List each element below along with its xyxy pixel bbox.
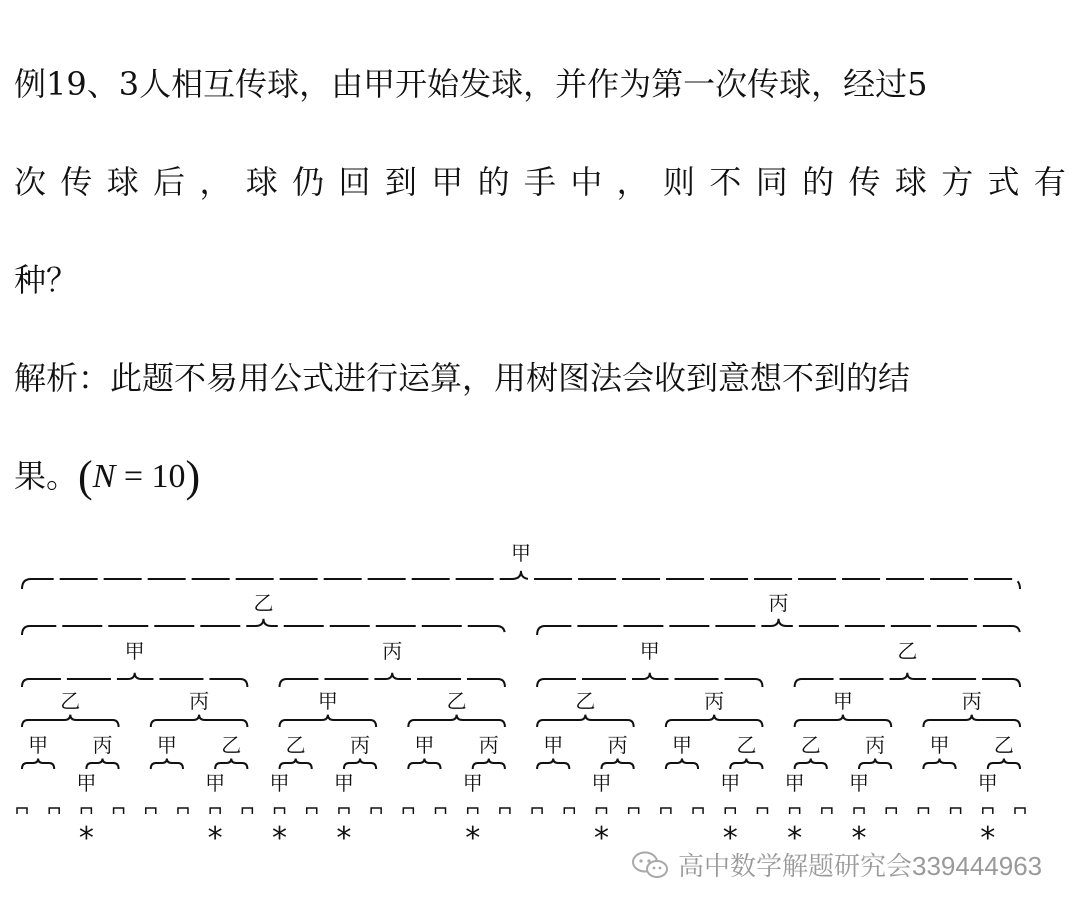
wechat-icon (630, 850, 670, 880)
brace-level-4 (22, 759, 54, 770)
problem-line-2-char: 手 (523, 163, 556, 201)
tree-node-label: 甲 (124, 639, 145, 663)
tree-node-label: 丙 (704, 689, 725, 713)
brace-level-2 (537, 673, 762, 687)
leaf-tick (307, 808, 317, 814)
tree-diagram (0, 530, 1080, 850)
leaf-tick (210, 808, 220, 814)
problem-line-2-char: 同 (755, 163, 788, 201)
tree-node-label: 甲 (671, 733, 692, 757)
leaf-tick (822, 808, 832, 814)
brace-level-4 (988, 759, 1020, 770)
leaf-tick (242, 808, 252, 814)
leaf-tick (854, 808, 864, 814)
leaf-tick (1015, 808, 1025, 814)
tree-node-label-final: 甲 (76, 771, 97, 795)
success-star: * (272, 821, 288, 850)
tree-node-label: 甲 (414, 733, 435, 757)
problem-line-2-char: 的 (477, 163, 510, 201)
tree-node-label-final: 甲 (333, 771, 354, 795)
tree-node-label: 乙 (446, 689, 467, 713)
problem-line-2-char: 传 (60, 163, 93, 201)
brace-level-2 (22, 673, 247, 687)
leaf-tick (983, 808, 993, 814)
tree-node-label: 甲 (929, 733, 950, 757)
brace-level-2 (280, 673, 505, 687)
problem-line-2-char: 后 (153, 163, 186, 201)
math-equation: = 10 (115, 458, 186, 495)
tree-node-label: 丙 (92, 733, 113, 757)
watermark-text: 高中数学解题研究会339444963 (678, 851, 1043, 881)
tree-node-label: 丙 (478, 733, 499, 757)
brace-level-3 (666, 715, 763, 727)
tree-node-label: 丙 (768, 591, 789, 615)
problem-line-2-char: 则 (663, 163, 696, 201)
leaf-tick (436, 808, 446, 814)
brace-level-1 (537, 619, 1020, 635)
leaf-tick (275, 808, 285, 814)
leaf-tick (146, 808, 156, 814)
brace-level-3 (151, 715, 248, 727)
leaf-tick (339, 808, 349, 814)
solution-line-1: 解析：此题不易用公式进行运算，用树图法会收到意想不到的结 (14, 359, 911, 397)
problem-line-2 (14, 162, 1066, 202)
problem-line-2-char: ， (616, 163, 649, 201)
brace-level-4 (859, 759, 891, 770)
leaf-tick (886, 808, 896, 814)
problem-line-2-char: 次 (14, 163, 47, 201)
tree-node-label: 丙 (382, 639, 403, 663)
leaf-tick (596, 808, 606, 814)
leaf-tick (81, 808, 91, 814)
tree-node-label: 乙 (575, 689, 596, 713)
tree-node-label-final: 甲 (784, 771, 805, 795)
leaf-tick (951, 808, 961, 814)
success-star: * (787, 821, 803, 850)
problem-line-2-char: 中 (570, 163, 603, 201)
tree-node-label: 丙 (189, 689, 210, 713)
brace-level-4 (473, 759, 505, 770)
tree-node-label: 乙 (897, 639, 918, 663)
solution-line-2 (14, 452, 201, 501)
brace-level-3 (22, 715, 119, 727)
tree-node-label: 乙 (736, 733, 757, 757)
solution-text: 果。 (14, 457, 79, 495)
tree-node-label-final: 甲 (849, 771, 870, 795)
problem-line-2-char: 球 (106, 163, 139, 201)
success-star: * (336, 821, 352, 850)
leaf-tick (403, 808, 413, 814)
brace-level-4 (215, 759, 247, 770)
leaf-tick (178, 808, 188, 814)
tree-node-label: 甲 (639, 639, 660, 663)
tree-node-label-final: 甲 (462, 771, 483, 795)
tree-node-label: 丙 (865, 733, 886, 757)
leaf-tick (114, 808, 124, 814)
leaf-tick (918, 808, 928, 814)
leaf-tick (371, 808, 381, 814)
brace-level-3 (537, 715, 634, 727)
leaf-tick (693, 808, 703, 814)
brace-level-4 (344, 759, 376, 770)
tree-node-label: 甲 (832, 689, 853, 713)
brace-level-4 (537, 759, 569, 770)
problem-line-2-char: 不 (709, 163, 742, 201)
tree-node-label-final: 甲 (591, 771, 612, 795)
leaf-tick (468, 808, 478, 814)
tree-node-label: 丙 (961, 689, 982, 713)
brace-level-4 (151, 759, 183, 770)
problem-line-2-char: ， (199, 163, 232, 201)
leaf-tick (790, 808, 800, 814)
tree-node-label: 甲 (317, 689, 338, 713)
leaf-tick (725, 808, 735, 814)
leaf-tick (757, 808, 767, 814)
tree-node-label-final: 甲 (977, 771, 998, 795)
tree-node-label: 乙 (253, 591, 274, 615)
tree-node-label: 乙 (221, 733, 242, 757)
problem-line-2-char: 球 (894, 163, 927, 201)
brace-level-2 (795, 673, 1020, 687)
watermark (630, 846, 1042, 883)
leaf-tick (500, 808, 510, 814)
problem-line-2-char: 式 (987, 163, 1020, 201)
brace-level-3 (923, 715, 1020, 727)
tree-node-label: 乙 (993, 733, 1014, 757)
tree-node-label-final: 甲 (720, 771, 741, 795)
tree-node-label-final: 甲 (269, 771, 290, 795)
problem-line-2-char: 仍 (292, 163, 325, 201)
problem-line-3: 种？ (14, 261, 79, 299)
success-star: * (593, 821, 609, 850)
brace-root (22, 571, 1020, 589)
problem-line-2-char: 球 (245, 163, 278, 201)
tree-node-label: 甲 (156, 733, 177, 757)
brace-level-1 (22, 619, 505, 635)
problem-line-2-char: 到 (384, 163, 417, 201)
brace-level-3 (795, 715, 892, 727)
problem-line-2-char: 方 (941, 163, 974, 201)
math-expression (93, 458, 186, 495)
brace-level-4 (86, 759, 118, 770)
tree-node-label: 丙 (607, 733, 628, 757)
tree-node-label: 甲 (543, 733, 564, 757)
brace-level-4 (408, 759, 440, 770)
problem-line-2-char: 回 (338, 163, 371, 201)
success-star: * (465, 821, 481, 850)
tree-node-label: 乙 (285, 733, 306, 757)
tree-node-label: 甲 (511, 541, 531, 565)
problem-line-2-char: 有 (1033, 163, 1066, 201)
success-star: * (78, 821, 94, 850)
brace-level-4 (730, 759, 762, 770)
brace-level-4 (666, 759, 698, 770)
success-star: * (722, 821, 738, 850)
leaf-tick (564, 808, 574, 814)
tree-node-label: 丙 (350, 733, 371, 757)
math-paren-close: ) (185, 452, 201, 501)
brace-level-3 (408, 715, 505, 727)
problem-line-2-char: 甲 (431, 163, 464, 201)
problem-line-1: 例19、3人相互传球，由甲开始发球，并作为第一次传球，经过5 (14, 65, 928, 103)
leaf-tick (661, 808, 671, 814)
brace-level-3 (280, 715, 377, 727)
brace-level-4 (280, 759, 312, 770)
problem-line-2-char: 传 (848, 163, 881, 201)
tree-node-label: 乙 (800, 733, 821, 757)
tree-node-label: 乙 (60, 689, 81, 713)
tree-node-label: 甲 (28, 733, 49, 757)
math-paren-open: ( (78, 452, 93, 501)
leaf-tick (49, 808, 59, 814)
leaf-tick (532, 808, 542, 814)
brace-level-4 (923, 759, 955, 770)
problem-line-2-char: 的 (802, 163, 835, 201)
success-star: * (851, 821, 867, 850)
success-star: * (980, 821, 996, 850)
success-star: * (207, 821, 223, 850)
tree-node-label-final: 甲 (205, 771, 226, 795)
brace-level-4 (601, 759, 633, 770)
leaf-tick (17, 808, 27, 814)
math-variable: N (92, 458, 116, 495)
leaf-tick (629, 808, 639, 814)
brace-level-4 (795, 759, 827, 770)
